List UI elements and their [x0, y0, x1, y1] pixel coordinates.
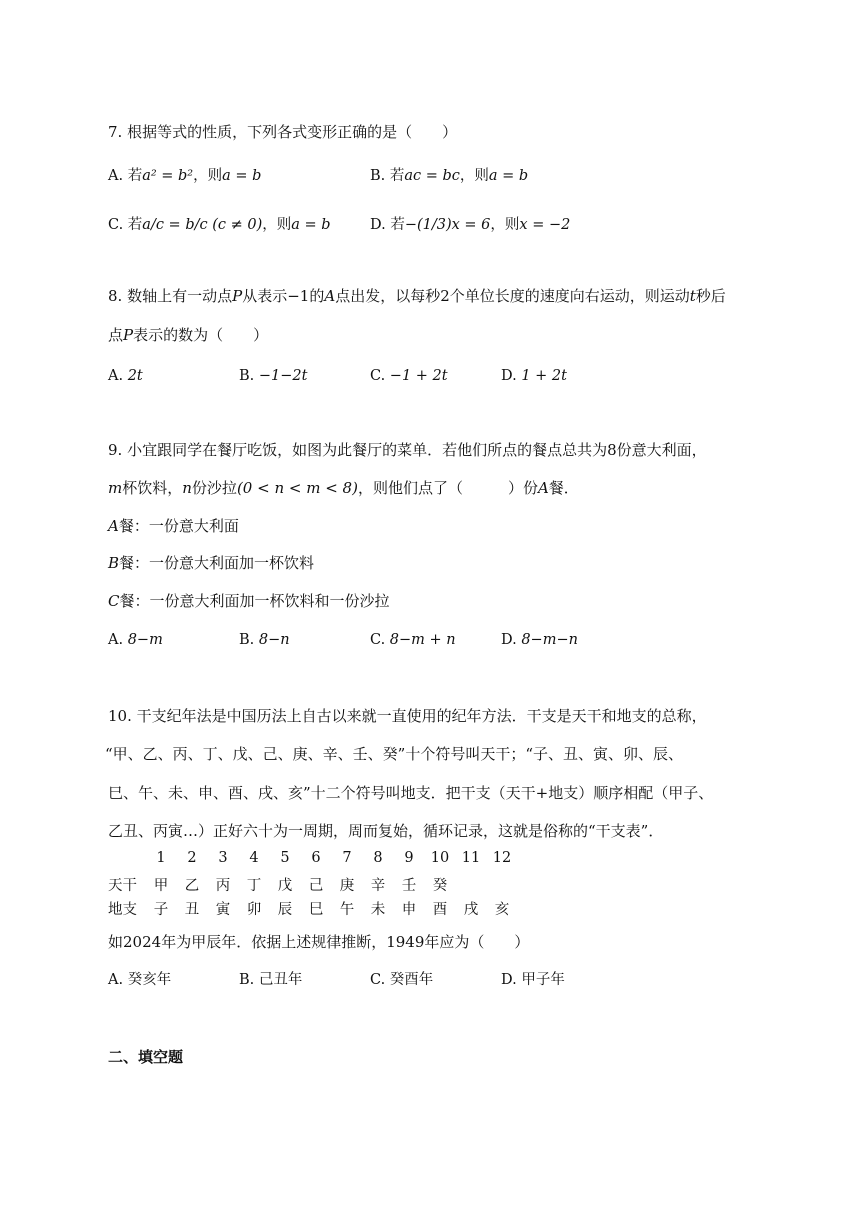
ganzhi-tiangan-row [108, 874, 538, 894]
ganzhi-tiangan: 壬 [401, 878, 417, 894]
q7-option-a-tail: ，则 [193, 168, 223, 184]
q10-year: 2024 [123, 933, 162, 951]
q8-text: 8. 数轴上有一动点 [108, 287, 233, 305]
q9-menu-c-text: 餐：一份意大利面加一杯饮料和一份沙拉 [119, 592, 390, 610]
q8-var-p: P [232, 287, 243, 305]
q9-option-d [501, 630, 578, 650]
q8-option-a-label: A. [108, 368, 128, 384]
q10-text: 年应为（ ） [424, 933, 530, 951]
ganzhi-dizhi: 丑 [184, 902, 200, 918]
q9-option-a-math: 8−m [127, 632, 163, 648]
q9-option-b-label: B. [239, 632, 259, 648]
ganzhi-dizhi: 卯 [246, 902, 262, 918]
q9-text: 份沙拉 [191, 479, 237, 497]
ganzhi-number: 10 [430, 850, 450, 866]
q8-text: 点 [108, 326, 124, 344]
q7-option-a-math: a² = b² [142, 168, 194, 184]
q8-option-d [501, 366, 567, 386]
ganzhi-dizhi: 子 [153, 902, 169, 918]
ganzhi-number: 4 [249, 850, 259, 866]
q7-option-a-label: A. 若 [108, 168, 143, 184]
ganzhi-tiangan: 庚 [339, 878, 355, 894]
q9-option-d-math: 8−m−n [521, 632, 578, 648]
q8-option-c-label: C. [370, 368, 390, 384]
q10-stem-line4: 乙丑、丙寅…）正好六十为一周期，周而复始，循环记录，这就是俗称的“干支表”． [108, 822, 664, 840]
ganzhi-dizhi: 戌 [463, 902, 479, 918]
q9-option-b [239, 630, 290, 650]
ganzhi-number: 5 [280, 850, 290, 866]
ganzhi-dizhi: 未 [370, 902, 386, 918]
q8-option-c [370, 366, 448, 386]
q9-condition: (0 < n < m < 8) [236, 479, 358, 497]
q7-option-c-tail: ，则 [262, 217, 292, 233]
q10-text: 如 [108, 933, 124, 951]
ganzhi-dizhi-row [108, 898, 538, 918]
q9-menu-c-letter: C [108, 592, 120, 610]
q8-option-b-label: B. [239, 368, 259, 384]
q9-stem-line2 [108, 478, 579, 498]
q9-option-d-label: D. [501, 632, 522, 648]
q9-option-a [108, 630, 163, 650]
section-heading: 二、填空题 [108, 1048, 184, 1066]
ganzhi-dizhi: 巳 [308, 902, 324, 918]
q7-option-c [108, 215, 331, 235]
q8-option-a [108, 366, 143, 386]
ganzhi-number: 8 [373, 850, 383, 866]
q10-option-a: A. 癸亥年 [108, 972, 172, 988]
q7-option-b [370, 166, 528, 186]
q10-text: 年为甲辰年．依据上述规律推断， [161, 933, 387, 951]
q9-menu-c [108, 591, 390, 611]
q8-text: 从表示 [242, 287, 288, 305]
ganzhi-number: 3 [218, 850, 228, 866]
ganzhi-tiangan-label: 天干 [108, 878, 137, 894]
q8-text: 的 [309, 287, 325, 305]
q9-option-c-label: C. [370, 632, 390, 648]
ganzhi-dizhi: 申 [401, 902, 417, 918]
q7-option-b-math: ac = bc [404, 168, 460, 184]
q7-option-c-label: C. 若 [108, 217, 143, 233]
q7-option-c-math: a/c = b/c (c ≠ 0) [142, 217, 263, 233]
ganzhi-number-row [108, 850, 538, 870]
ganzhi-number: 12 [492, 850, 512, 866]
ganzhi-dizhi: 酉 [432, 902, 448, 918]
q10-stem-line1: 10. 干支纪年法是中国历法上自古以来就一直使用的纪年方法．干支是天干和地支的总称， [108, 707, 707, 725]
ganzhi-dizhi: 辰 [277, 902, 293, 918]
q9-option-c-math: 8−m + n [389, 632, 456, 648]
q7-option-d-math: −(1/3)x = 6 [404, 217, 491, 233]
q10-year: 1949 [386, 933, 425, 951]
q9-stem-line1 [108, 440, 707, 460]
q9-text: 杯饮料， [122, 479, 183, 497]
ganzhi-number: 2 [187, 850, 197, 866]
q8-option-a-math: 2t [127, 368, 143, 384]
q9-menu-a [108, 516, 239, 536]
q7-option-a [108, 166, 261, 186]
ganzhi-dizhi: 亥 [494, 902, 510, 918]
q7-option-a-math2: a = b [222, 168, 262, 184]
q9-menu-b-letter: B [108, 554, 120, 572]
q8-stem-line2 [108, 325, 268, 345]
ganzhi-tiangan: 己 [308, 878, 324, 894]
q7-option-b-tail: ，则 [459, 168, 489, 184]
q9-text: 餐． [548, 479, 579, 497]
q9-option-a-label: A. [108, 632, 128, 648]
q7-stem: 7. 根据等式的性质，下列各式变形正确的是（ ） [108, 123, 458, 141]
q8-stem-line1 [108, 286, 726, 306]
q8-text: 个单位长度的速度向右运动，则运动 [449, 287, 690, 305]
ganzhi-tiangan: 乙 [184, 878, 200, 894]
q9-text: 份意大利面， [616, 441, 707, 459]
q10-option-c: C. 癸酉年 [370, 972, 434, 988]
q7-option-d-label: D. 若 [370, 217, 405, 233]
ganzhi-dizhi-label: 地支 [108, 902, 137, 918]
q9-text: ，则他们点了（ ）份 [357, 479, 538, 497]
q10-option-d: D. 甲子年 [501, 972, 565, 988]
q7-option-c-math2: a = b [291, 217, 331, 233]
q7-option-d-tail: ，则 [490, 217, 520, 233]
q9-var-m: m [108, 479, 123, 497]
q10-question [108, 932, 529, 952]
q8-option-d-math: 1 + 2t [521, 368, 567, 384]
q9-num: 8 [607, 441, 617, 459]
q9-option-c [370, 630, 456, 650]
ganzhi-dizhi: 午 [339, 902, 355, 918]
q8-text: 表示的数为（ ） [133, 326, 269, 344]
q8-text: 点出发，以每秒 [335, 287, 441, 305]
q8-var-a: A [324, 287, 336, 305]
ganzhi-tiangan: 甲 [153, 878, 169, 894]
ganzhi-tiangan: 戊 [277, 878, 293, 894]
q7-option-d-math2: x = −2 [519, 217, 571, 233]
q7-option-b-math2: a = b [488, 168, 529, 184]
ganzhi-tiangan: 丙 [215, 878, 231, 894]
ganzhi-dizhi: 寅 [215, 902, 231, 918]
q8-num: 2 [440, 287, 450, 305]
ganzhi-tiangan: 丁 [246, 878, 262, 894]
q9-menu-b [108, 553, 314, 573]
q8-option-b [239, 366, 307, 386]
q9-var-n: n [182, 479, 192, 497]
q9-text: 9. 小宜跟同学在餐厅吃饭，如图为此餐厅的菜单．若他们所点的餐点总共为 [108, 441, 608, 459]
q9-menu-a-letter: A [108, 517, 119, 535]
q8-text: 秒后 [695, 287, 726, 305]
q8-option-d-label: D. [501, 368, 522, 384]
q10-option-b: B. 己丑年 [239, 972, 303, 988]
q8-var-p: P [123, 326, 134, 344]
ganzhi-number: 9 [404, 850, 414, 866]
q8-var-t: t [689, 287, 696, 305]
ganzhi-tiangan: 辛 [370, 878, 386, 894]
q7-option-b-label: B. 若 [370, 168, 405, 184]
q9-option-b-math: 8−n [258, 632, 290, 648]
ganzhi-number: 6 [311, 850, 321, 866]
ganzhi-number: 1 [156, 850, 166, 866]
q8-option-b-math: −1−2t [258, 368, 308, 384]
q9-var-a: A [537, 479, 549, 497]
q8-option-c-math: −1 + 2t [389, 368, 448, 384]
q9-menu-b-text: 餐：一份意大利面加一杯饮料 [119, 554, 315, 572]
q7-option-d [370, 215, 570, 235]
q9-menu-a-text: 餐：一份意大利面 [118, 517, 239, 535]
ganzhi-number: 11 [461, 850, 481, 866]
ganzhi-tiangan: 癸 [432, 878, 448, 894]
q10-stem-line3: 巳、午、未、申、酉、戌、亥”十二个符号叫地支．把干支（天干+地支）顺序相配（甲子、 [108, 784, 714, 802]
q10-stem-line2: “甲、乙、丙、丁、戊、己、庚、辛、壬、癸”十个符号叫天干；“子、丑、寅、卯、辰、 [105, 745, 684, 763]
ganzhi-number: 7 [342, 850, 352, 866]
q8-num: −1 [287, 287, 310, 305]
